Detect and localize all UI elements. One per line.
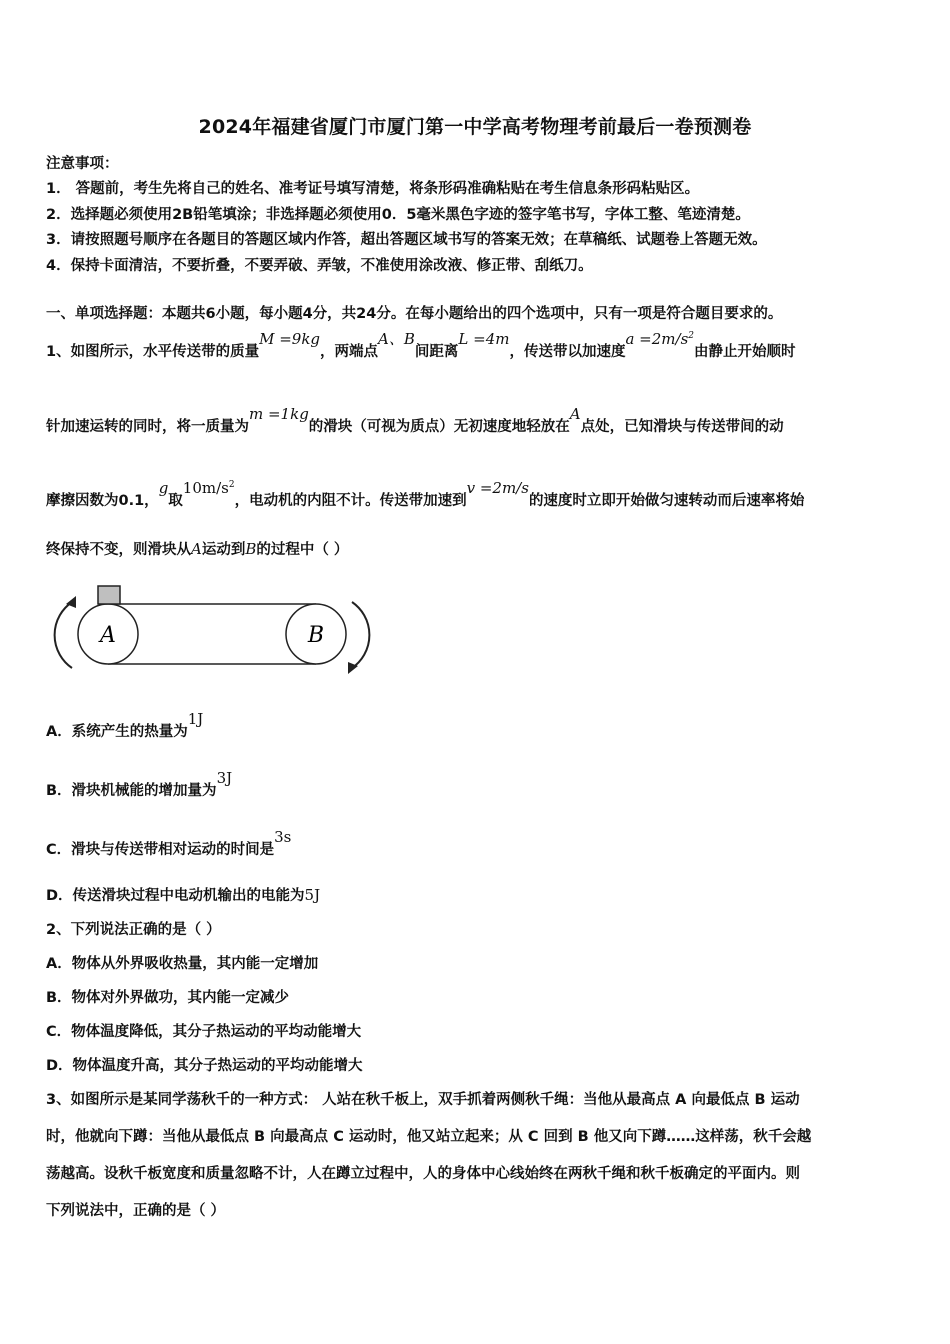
q1-accel-a: $a =2m/s^2$ <box>625 330 695 348</box>
left-rotation-arrow <box>55 602 72 668</box>
q2-option-c: C．物体温度降低，其分子热运动的平均动能增大 <box>46 1024 362 1040</box>
q1-point-A: A <box>569 405 581 423</box>
q1-mass-M: M =9kg <box>259 330 321 348</box>
q1-line-1: 1、如图所示，水平传送带的质量M =9kg，两端点A、B间距离L =4m，传送带以加速度$a =2m/s^2$由静止开始顺时 <box>46 330 796 360</box>
notice-item-1: 1． 答题前，考生先将自己的姓名、准考证号填写清楚，将条形码准确粘贴在考生信息条形码粘贴区。 <box>46 181 700 197</box>
q1-gravity-g: g <box>158 479 169 497</box>
wheel-a-label: A <box>100 623 116 648</box>
q2-stem: 2、下列说法正确的是（ ） <box>46 922 221 938</box>
notice-item-2: 2．选择题必须使用2B铅笔填涂；非选择题必须使用0．5毫米黑色字迹的签字笔书写，字体工整、笔迹清楚。 <box>46 207 750 223</box>
notice-item-3: 3．请按照题号顺序在各题目的答题区域内作答，超出答题区域书写的答案无效；在草稿纸、试题卷上答题无效。 <box>46 232 767 248</box>
q1-option-a: A．系统产生的热量为1J <box>46 710 204 740</box>
page-title: 2024年福建省厦门市厦门第一中学高考物理考前最后一卷预测卷 <box>198 116 752 138</box>
q2-option-d: D．物体温度升高，其分子热运动的平均动能增大 <box>46 1058 363 1074</box>
right-rotation-arrow <box>352 602 369 668</box>
notice-item-4: 4．保持卡面清洁，不要折叠，不要弄破、弄皱，不准使用涂改液、修正带、刮纸刀。 <box>46 258 593 274</box>
q1-line-2: 针加速运转的同时，将一质量为m =1kg的滑块（可视为质点）无初速度地轻放在A点处，已知滑块与传送带间的动 <box>46 405 784 435</box>
q1-gravity-value: $10m/s^2$ <box>182 479 235 497</box>
q1-line-3: 摩擦因数为0.1，g取$10m/s^2$，电动机的内阻不计。传送带加速到v =2m/s的速度时立即开始做匀速转动而后速率将始 <box>46 479 805 509</box>
q1-mass-m: m =1kg <box>249 405 309 423</box>
q1-option-d: D．传送滑块过程中电动机输出的电能为5J <box>46 886 321 904</box>
q3-line-4: 下列说法中，正确的是（ ） <box>46 1203 226 1219</box>
q2-option-a: A．物体从外界吸收热量，其内能一定增加 <box>46 956 319 972</box>
q1-line-4: 终保持不变，则滑块从A运动到B的过程中（ ） <box>46 540 349 558</box>
q1-points-AB: A、B <box>378 330 415 348</box>
slider-block <box>98 586 120 604</box>
q1-speed-v: v =2m/s <box>466 479 529 497</box>
q2-option-b: B．物体对外界做功，其内能一定减少 <box>46 990 290 1006</box>
q1-option-b: B．滑块机械能的增加量为3J <box>46 769 233 799</box>
section-heading: 一、单项选择题：本题共6小题，每小题4分，共24分。在每小题给出的四个选项中，只有一项是符合题目要求的。 <box>46 306 783 322</box>
q3-line-2: 时，他就向下蹲：当他从最低点 B 向最高点 C 运动时，他又站立起来；从 C 回到 B 他又向下蹲……这样荡，秋千会越 <box>46 1129 812 1145</box>
conveyor-diagram <box>52 580 382 680</box>
q3-line-3: 荡越高。设秋千板宽度和质量忽略不计，人在蹲立过程中，人的身体中心线始终在两秋千绳和秋千板确定的平面内。则 <box>46 1166 800 1182</box>
wheel-b-label: B <box>307 623 325 648</box>
q1-option-c: C．滑块与传送带相对运动的时间是3s <box>46 828 292 858</box>
q1-length-L: L =4m <box>458 330 510 348</box>
notice-heading: 注意事项： <box>46 156 119 172</box>
q3-line-1: 3、如图所示是某同学荡秋千的一种方式： 人站在秋千板上，双手抓着两侧秋千绳：当他从最高点 A 向最低点 B 运动 <box>46 1092 800 1108</box>
